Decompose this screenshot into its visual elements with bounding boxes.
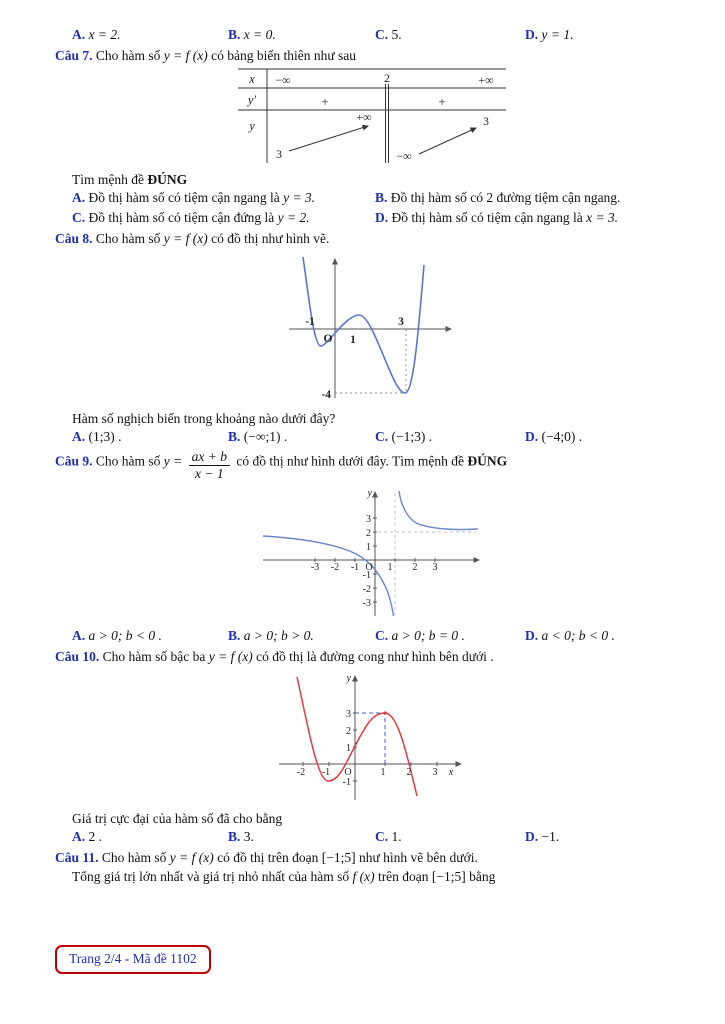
question-11-text-2: có đồ thị trên đoạn [−1;5] như hình vẽ bên dưới.	[217, 850, 478, 866]
q10-label-x-2: 2	[406, 767, 412, 779]
option-b-letter: B.	[228, 829, 241, 845]
option-c	[375, 429, 525, 445]
option-b-text: Đồ thị hàm số có 2 đường tiệm cận ngang.	[390, 190, 621, 205]
q9-label-origin: O	[364, 562, 373, 574]
q9-label-y-2: 2	[365, 528, 371, 540]
q9-label-x-3: 3	[432, 562, 437, 574]
bbt-row-yprime-label: y′	[247, 93, 257, 107]
question-11-text: Cho hàm số	[101, 850, 167, 866]
question-10-text-2: có đồ thị là đường cong như hình bên dưới .	[256, 649, 494, 665]
q8-label-origin: O	[323, 333, 332, 345]
question-11-stem	[55, 850, 689, 866]
q9-label-y-minus2: -2	[362, 584, 371, 596]
q9-label-x-2: 2	[412, 562, 417, 574]
option-a-text: x = 2.	[88, 27, 121, 42]
option-d	[525, 628, 689, 644]
option-d-text: a < 0; b < 0 .	[541, 628, 615, 644]
option-a-text: Đồ thị hàm số có tiệm cận ngang là	[88, 190, 280, 205]
question-7-text: Cho hàm số	[95, 48, 161, 63]
page-footer-badge	[55, 945, 211, 974]
q9-label-y-axis: y	[367, 488, 372, 500]
option-c	[375, 628, 525, 644]
option-b-text: x = 0.	[243, 27, 276, 42]
option-c-letter: C.	[72, 210, 86, 225]
bbt-x-pos-infinity: +∞	[478, 73, 494, 87]
q9-label-x-minus2: -2	[330, 562, 339, 574]
question-8-text-2: có đồ thị như hình vẽ.	[211, 231, 330, 246]
option-c	[375, 829, 525, 845]
question-7-prompt-bold: ĐÚNG	[147, 172, 188, 187]
option-c	[72, 210, 375, 226]
q10-function-curve	[297, 677, 417, 796]
option-d-letter: D.	[525, 829, 539, 845]
option-b-letter: B.	[228, 628, 241, 644]
q9-fraction-numerator: ax + b	[189, 450, 230, 466]
question-7-options	[55, 190, 689, 226]
q9-label-x-1: 1	[387, 562, 392, 574]
option-b	[228, 27, 375, 43]
question-7-text-2: có bảng biến thiên như sau	[211, 48, 357, 63]
question-11-line2-text-2: trên đoạn [−1;5] bằng	[377, 869, 496, 885]
q10-label-y-axis: y	[346, 673, 351, 685]
bbt-y-left-end: +∞	[356, 110, 372, 124]
q10-graph	[277, 669, 467, 803]
q9-fraction-denominator: x − 1	[195, 466, 224, 482]
option-a	[72, 628, 228, 644]
q8-graph	[285, 251, 460, 403]
question-9-text-2: có đồ thị như hình dưới đây. Tìm mệnh đề	[236, 453, 464, 469]
question-7-prompt	[55, 172, 689, 188]
q10-label-y-1: 1	[346, 743, 351, 755]
question-8-math: y = f (x)	[163, 231, 208, 246]
q9-label-y-minus3: -3	[362, 598, 371, 610]
question-10-options	[55, 829, 689, 845]
bbt-arrow-up-right	[419, 128, 476, 154]
option-d-text: (−4;0) .	[541, 429, 583, 444]
question-8-stem	[55, 231, 689, 247]
q9-label-x-minus3: -3	[310, 562, 319, 574]
q10-label-y-2: 2	[346, 726, 351, 738]
q8-figure	[55, 251, 689, 407]
question-8-text: Cho hàm số	[95, 231, 161, 246]
option-a-letter: A.	[72, 190, 86, 205]
option-b	[228, 628, 375, 644]
option-c-text: 5.	[391, 27, 402, 42]
option-c-letter: C.	[375, 27, 389, 42]
option-a	[72, 190, 375, 206]
bbt-row-y-label: y	[249, 119, 255, 133]
option-b-text: 3.	[243, 829, 254, 845]
q9-figure	[55, 485, 689, 624]
option-b-text: (−∞;1) .	[243, 429, 288, 444]
option-d-letter: D.	[525, 27, 539, 42]
q8-label-x-minus1: -1	[304, 316, 315, 328]
option-a	[72, 429, 228, 445]
question-8-prompt: Hàm số nghịch biến trong khoảng nào dưới đây?	[72, 411, 336, 426]
option-d	[525, 27, 689, 43]
option-d-text: −1.	[541, 829, 560, 845]
q10-axes	[279, 676, 461, 800]
question-11-number: Câu 11.	[55, 850, 99, 866]
option-b-letter: B.	[228, 27, 241, 42]
option-b-letter: B.	[375, 190, 388, 205]
option-a	[72, 829, 228, 845]
option-a-letter: A.	[72, 628, 86, 644]
question-7-stem	[55, 48, 689, 64]
bbt-row-x-label: x	[249, 72, 255, 86]
q9-graph	[260, 485, 485, 620]
question-10-number: Câu 10.	[55, 649, 100, 665]
question-11-math: y = f (x)	[169, 850, 214, 866]
option-d	[525, 429, 689, 445]
q9-axes	[263, 492, 479, 616]
q8-label-y-minus4: -4	[320, 389, 331, 401]
option-d	[375, 210, 689, 226]
q9-curve-left-branch	[263, 536, 394, 616]
option-a-letter: A.	[72, 27, 86, 42]
bbt-x-value-2: 2	[384, 71, 390, 85]
question-9-number: Câu 9.	[55, 453, 93, 469]
option-b-text: a > 0; b > 0.	[243, 628, 314, 644]
question-9-math-lhs: y =	[163, 453, 183, 469]
question-9-bold: ĐÚNG	[467, 453, 508, 469]
q10-label-origin: O	[344, 767, 352, 779]
option-c-text: a > 0; b = 0 .	[391, 628, 465, 644]
option-b-letter: B.	[228, 429, 241, 444]
q10-label-x-3: 3	[432, 767, 438, 779]
q10-label-x-1: 1	[380, 767, 386, 779]
question-10-stem	[55, 649, 689, 665]
question-7-math: y = f (x)	[163, 48, 208, 63]
q8-function-curve	[303, 257, 424, 393]
bbt-sign-right: +	[438, 94, 446, 109]
q8-label-x-3: 3	[397, 316, 404, 328]
option-a-text: (1;3) .	[88, 429, 122, 444]
q7-variation-table	[237, 68, 507, 164]
question6-options-row	[55, 27, 689, 43]
question-9-text: Cho hàm số	[95, 453, 161, 469]
question-9-stem	[55, 450, 689, 481]
option-c-text: (−1;3) .	[391, 429, 433, 444]
q10-figure	[55, 669, 689, 807]
option-b	[228, 829, 375, 845]
bbt-arrow-up-left	[289, 126, 368, 151]
question-8-number: Câu 8.	[55, 231, 93, 246]
q10-label-x-minus2: -2	[296, 767, 306, 779]
question-9-options	[55, 628, 689, 644]
option-d	[525, 829, 689, 845]
q7-figure	[55, 68, 689, 168]
option-c-text: Đồ thị hàm số có tiệm cận đứng là	[88, 210, 275, 225]
question-7-number: Câu 7.	[55, 48, 93, 63]
question-10-math: y = f (x)	[208, 649, 253, 665]
question-7-prompt-text: Tìm mệnh đề	[72, 172, 144, 187]
option-d-letter: D.	[525, 628, 539, 644]
option-c-letter: C.	[375, 829, 389, 845]
q10-max-point	[383, 712, 386, 715]
option-a-letter: A.	[72, 429, 86, 444]
q9-fraction	[189, 450, 230, 481]
option-a-math: y = 3.	[283, 190, 316, 205]
q9-label-y-1: 1	[365, 542, 371, 554]
bbt-y-left-start: 3	[276, 147, 282, 161]
option-a-text: 2 .	[88, 829, 102, 845]
question-11-line2	[55, 869, 689, 885]
question-8-options	[55, 429, 689, 445]
option-b	[375, 190, 689, 206]
option-a-letter: A.	[72, 829, 86, 845]
question-10-prompt: Giá trị cực đại của hàm số đã cho bằng	[72, 811, 283, 827]
option-c	[375, 27, 525, 43]
question-11-line2-math: f (x)	[352, 869, 375, 885]
q9-label-x-minus1: -1	[350, 562, 359, 574]
option-c-letter: C.	[375, 429, 389, 444]
q9-label-y-3: 3	[365, 514, 371, 526]
option-b	[228, 429, 375, 445]
page-footer-text: Trang 2/4 - Mã đề 1102	[69, 951, 197, 967]
q10-label-y-minus1: -1	[342, 777, 351, 789]
option-d-letter: D.	[375, 210, 389, 225]
q10-label-x-minus1: -1	[321, 767, 331, 779]
option-d-text: y = 1.	[541, 27, 574, 42]
bbt-y-right-start: −∞	[396, 149, 412, 163]
option-c-math: y = 2.	[277, 210, 310, 225]
option-c-letter: C.	[375, 628, 389, 644]
option-d-math: x = 3.	[586, 210, 619, 225]
q9-label-y-minus1: -1	[362, 570, 371, 582]
bbt-x-neg-infinity: −∞	[275, 73, 291, 87]
q10-label-x-axis: x	[448, 767, 454, 779]
option-d-text: Đồ thị hàm số có tiệm cận ngang là	[391, 210, 583, 225]
option-d-letter: D.	[525, 429, 539, 444]
bbt-sign-left: +	[321, 94, 329, 109]
q9-curve-right-branch	[399, 491, 478, 530]
question-11-line2-text: Tổng giá trị lớn nhất và giá trị nhỏ nhất của hàm số	[72, 869, 350, 885]
bbt-y-right-end: 3	[483, 114, 489, 128]
option-c-text: 1.	[391, 829, 402, 845]
question-10-text: Cho hàm số bậc ba	[102, 649, 206, 665]
q10-label-y-3: 3	[346, 709, 351, 721]
option-a	[72, 27, 228, 43]
option-a-text: a > 0; b < 0 .	[88, 628, 162, 644]
q8-label-x-1: 1	[349, 334, 356, 346]
